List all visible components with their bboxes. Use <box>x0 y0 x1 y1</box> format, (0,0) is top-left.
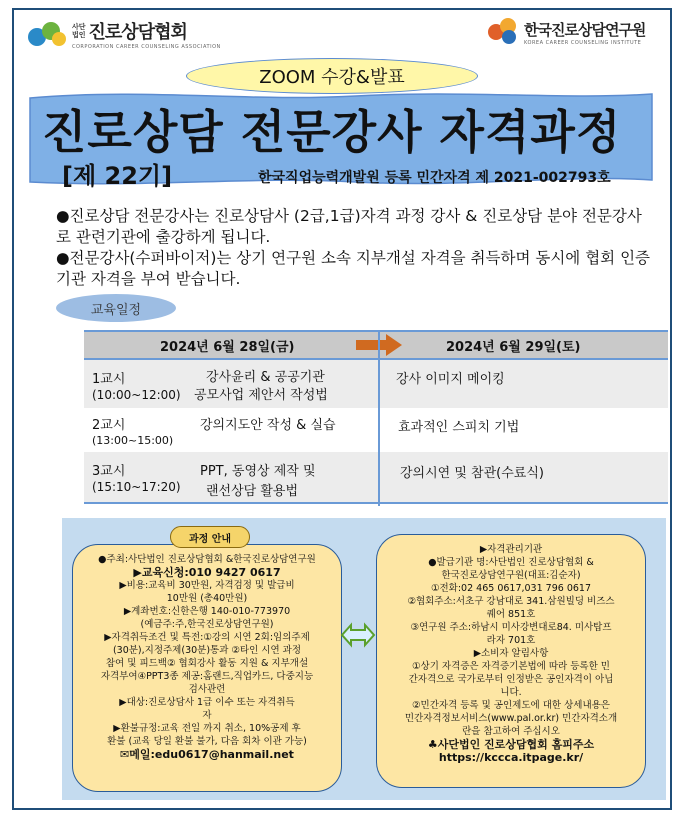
time-1: (10:00~12:00) <box>92 388 181 402</box>
day1-class-3b: 랜선상담 활용법 <box>206 484 299 499</box>
logo-small-1: 사단 <box>72 23 86 31</box>
institute-name: 한국진로상담연구원 <box>524 20 646 39</box>
institute-subtitle: KOREA CAREER COUNSELING INSTITUTE <box>524 39 642 46</box>
left-guide-line: 참여 및 피드백② 협회강사 활동 지원 & 지부개설 <box>105 658 309 669</box>
right-guide-line: https://kccca.itpage.kr/ <box>438 751 584 764</box>
right-guide-line: ②협회주소:서초구 강남대로 341.삼원빌딩 비즈스 <box>407 596 615 607</box>
left-guide-line: ✉메일:edu0617@hanmail.net <box>120 748 294 761</box>
right-guide-line: 라자 701호 <box>486 635 536 646</box>
left-guide-line: ▶대상:진로상담사 1급 이수 또는 자격취득 <box>119 697 295 708</box>
association-name: 진로상담협회 <box>88 22 187 43</box>
double-arrow-icon <box>340 622 376 648</box>
description <box>56 206 656 290</box>
association-logo-mark <box>28 20 68 48</box>
schedule-divider <box>378 330 380 506</box>
time-2: (13:00~15:00) <box>92 434 174 447</box>
left-guide-line: (30분),지정주제(30분)통과 ②타인 시연 과정 <box>112 645 302 656</box>
right-guide-line: 간자격으로 국가로부터 인정받은 공인자격이 아닙 <box>408 674 614 685</box>
registration-number: 한국직업능력개발원 등록 민간자격 제 2021-002793호 <box>258 170 611 186</box>
day2-class-1: 강사 이미지 메이킹 <box>396 372 505 387</box>
right-guide-line: 퀘어 851호 <box>486 609 536 620</box>
guide-right-box <box>376 534 646 788</box>
period-3: 3교시 <box>92 464 126 479</box>
description-line-2: ●전문강사(수퍼바이저)는 상기 연구원 소속 지부개설 자격을 취득하며 동시에 협회 인증기관 자격을 부여 받습니다. <box>56 249 651 288</box>
logo-small-2: 법인 <box>72 31 86 39</box>
institute-logo <box>488 18 645 46</box>
left-guide-line: ▶자격취득조건 및 특전:①강의 시연 2회:임의주제 <box>104 632 310 643</box>
session-label: [제 22기] <box>62 162 173 190</box>
association-subtitle: CORPORATION CAREER COUNSELING ASSOCIATION <box>72 44 221 50</box>
right-guide-line: 니다. <box>500 687 522 698</box>
right-guide-line: ●발급기관 명:사단법인 진로상담협회 & <box>428 557 594 568</box>
right-guide-line: 민간자격정보서비스(www.pal.or.kr) 민간자격소개 <box>404 713 618 724</box>
left-guide-line: 10만원 (총40만원) <box>166 593 248 604</box>
left-guide-line: 환불 (교육 당일 환불 불가, 다음 회차 이관 가능) <box>107 736 307 747</box>
day2-header: 2024년 6월 29일(토) <box>446 340 581 355</box>
left-guide-line: (예금주:주,한국진로상담연구원) <box>140 619 274 630</box>
page-title: 진로상담 전문강사 자격과정 <box>42 105 622 159</box>
schedule-label: 교육일정 <box>56 294 176 322</box>
description-line-1: ●진로상담 전문강사는 진로상담사 (2급,1급)자격 과정 강사 & 진로상담 분야 전문강사로 관련기관에 출강하게 됩니다. <box>56 207 642 246</box>
right-guide-line: ▶소비자 알림사항 <box>473 648 549 659</box>
period-1: 1교시 <box>92 372 126 387</box>
left-guide-line: ▶환불규정:교육 전일 까지 취소, 10%공제 후 <box>113 723 301 734</box>
day1-header: 2024년 6월 28일(금) <box>160 340 295 355</box>
right-guide-line: 한국진로상담연구원(대표:김순자) <box>441 570 581 581</box>
left-guide-line: 자격부여④PPT3종 제공:홈랜드,직업카드, 다중지능 <box>100 671 314 682</box>
period-2: 2교시 <box>92 418 126 433</box>
guide-left-box <box>72 544 342 792</box>
left-guide-line: ▶계좌번호:신한은행 140-010-773970 <box>123 606 291 617</box>
time-3: (15:10~17:20) <box>92 480 181 494</box>
left-guide-line: ●주최:사단법인 진로상담협회 &한국진로상담연구원 <box>98 554 316 565</box>
association-logo <box>28 18 221 50</box>
right-guide-line: ③연구원 주소:하남시 미사강변대로84. 미사탑프 <box>410 622 612 633</box>
day1-class-1b: 공모사업 제안서 작성법 <box>194 388 328 403</box>
left-guide-line: 검사관련 <box>188 684 226 695</box>
right-guide-line: ♣사단법인 진로상담협회 홈피주소 <box>427 738 595 751</box>
right-guide-line: 란을 참고하여 주십시오 <box>462 726 560 737</box>
right-guide-line: ②민간자격 등록 및 공인제도에 대한 상세내용은 <box>412 700 610 711</box>
right-guide-line: ①상기 자격증은 자격증기본법에 따라 등록한 민 <box>412 661 610 672</box>
right-guide-line: ▶자격관리기관 <box>479 544 543 555</box>
guide-tag: 과정 안내 <box>170 526 250 548</box>
day1-class-3a: PPT, 동영상 제작 및 <box>200 464 316 479</box>
right-guide-line: ①전화:02 465 0617,031 796 0617 <box>430 583 591 594</box>
schedule-row-3 <box>84 452 668 504</box>
left-guide-line: ▶비용:교육비 30만원, 자격검정 및 발급비 <box>119 580 295 591</box>
day2-class-2: 효과적인 스피치 기법 <box>398 420 520 435</box>
day2-class-3: 강의시연 및 참관(수료식) <box>400 466 544 481</box>
institute-logo-mark <box>488 18 520 46</box>
day1-class-2a: 강의지도안 작성 & 실습 <box>200 418 336 433</box>
zoom-pill: ZOOM 수강&발표 <box>186 58 478 94</box>
day1-class-1a: 강사윤리 & 공공기관 <box>206 370 325 385</box>
left-guide-line: 자 <box>202 710 212 721</box>
left-guide-line: ▶교육신청:010 9427 0617 <box>133 566 281 579</box>
